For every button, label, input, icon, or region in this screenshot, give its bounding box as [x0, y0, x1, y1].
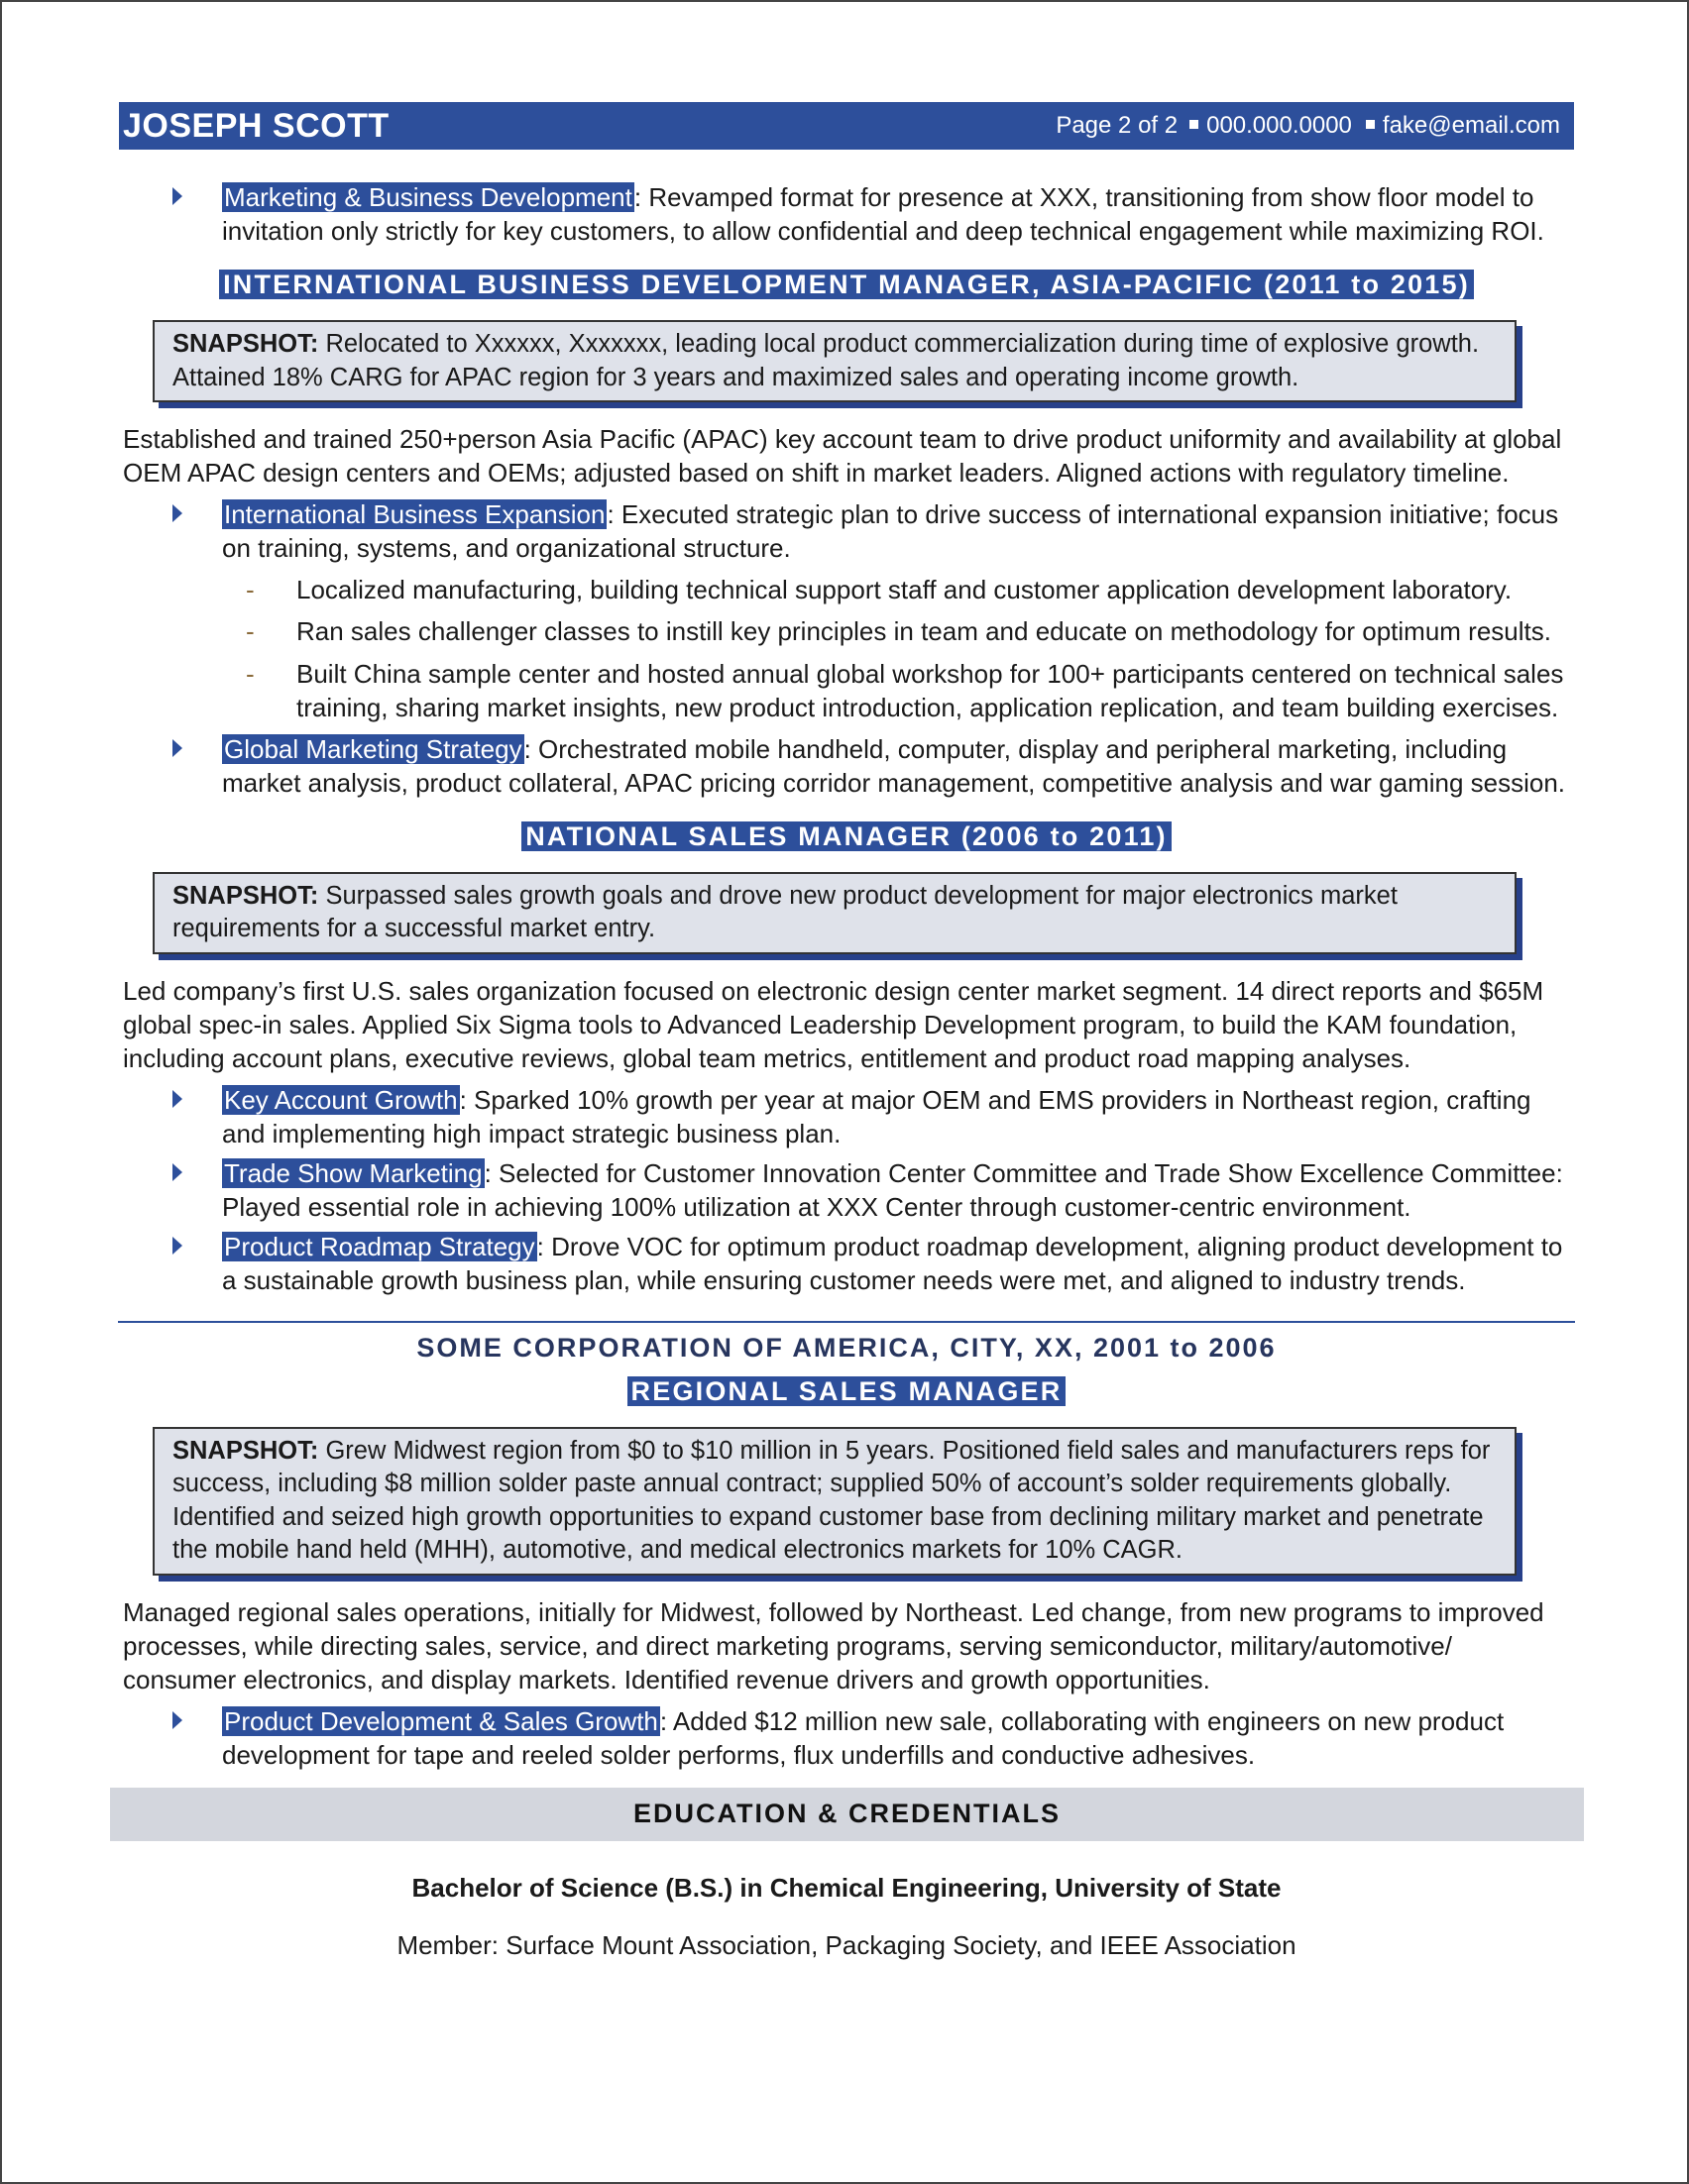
achievement-bullet [123, 1230, 1570, 1297]
square-bullet-icon [1189, 120, 1198, 129]
bullet-text: : Selected for Customer Innovation Center Committee and Trade Show Excellence Committee: Played essential role in achieving 100% utilization at XXX Center through customer-centric environment. [222, 1158, 1563, 1223]
achievement-bullet [123, 1156, 1570, 1224]
snapshot-label: SNAPSHOT: [172, 1436, 319, 1465]
candidate-name: JOSEPH SCOTT [123, 106, 390, 145]
achievement-bullet [123, 1083, 1570, 1150]
role-title: REGIONAL SALES MANAGER [123, 1374, 1570, 1409]
email-address: fake@email.com [1382, 112, 1560, 140]
role-summary: Established and trained 250+person Asia Pacific (APAC) key account team to drive product uniformity and availability at global OEM APAC design centers and OEMs; adjusted based on shift in market leaders. Aligned actions with regulatory timeline. [123, 424, 1562, 489]
bullet-label: Marketing & Business Development [224, 182, 632, 212]
page-number: Page 2 of 2 [1056, 112, 1179, 140]
bullet-text: : Sparked 10% growth per year at major OEM and EMS providers in Northeast region, crafting and implementing high impact strategic business plan. [222, 1084, 1531, 1149]
role-title: INTERNATIONAL BUSINESS DEVELOPMENT MANAGER, ASIA-PACIFIC (2011 to 2015) [123, 268, 1570, 302]
company-heading: SOME CORPORATION OF AMERICA, CITY, XX, 2001 to 2006 [416, 1333, 1277, 1364]
dash-bullet-icon: - [246, 616, 255, 647]
phone-number: 000.000.0000 [1206, 112, 1352, 140]
snapshot-box [153, 872, 1517, 954]
bullet-label: Global Marketing Strategy [224, 733, 522, 764]
achievement-bullet [123, 497, 1570, 565]
snapshot-text: Relocated to Xxxxxx, Xxxxxxx, leading local product commercialization during time of explosive growth. Attained 18% CARG for APAC region for 3 years and maximized sales and operating income growth. [172, 330, 1480, 391]
snapshot-text: Grew Midwest region from $0 to $10 million in 5 years. Positioned field sales and manufacturers reps for success, including $8 million solder paste annual contract; supplied 50% of account’s solder requirements globally. Identified and seized high growth opportunities to expand customer base from declining military market and penetrate the mobile hand held (MHH), automotive, and medical electronics markets for 10% CAGR. [172, 1436, 1491, 1565]
snapshot-label: SNAPSHOT: [172, 330, 319, 359]
bullet-label: International Business Expansion [224, 499, 606, 530]
bullet-text: : Orchestrated mobile handheld, computer, display and peripheral marketing, including market analysis, product collateral, APAC pricing corridor management, competitive analysis and war gaming session. [222, 733, 1566, 798]
bullet-label: Key Account Growth [224, 1084, 458, 1115]
achievement-bullet [123, 1704, 1570, 1772]
triangle-bullet-icon [172, 187, 182, 205]
snapshot-box [153, 320, 1517, 402]
bullet-label: Trade Show Marketing [224, 1158, 483, 1189]
memberships: Member: Surface Mount Association, Packaging Society, and IEEE Association [396, 1929, 1296, 1960]
square-bullet-icon [1366, 120, 1375, 129]
role-title: NATIONAL SALES MANAGER (2006 to 2011) [123, 819, 1570, 854]
sub-item: - Ran sales challenger classes to instill key principles in team and educate on methodology for optimum results. [123, 614, 1570, 648]
bullet-text: : Drove VOC for optimum product roadmap development, aligning product development to a sustainable growth business plan, while ensuring customer needs were met, and aligned to industry trends. [222, 1232, 1563, 1296]
section-divider [118, 1321, 1575, 1323]
triangle-bullet-icon [172, 1090, 182, 1108]
role-summary: Led company’s first U.S. sales organization focused on electronic design center market segment. 14 direct reports and $65M global spec-in sales. Applied Six Sigma tools to Advanced Leadership Development program, to build the KAM foundation, including account plans, executive reviews, global team metrics, entitlement and product road mapping analyses. [123, 975, 1544, 1073]
dash-bullet-icon: - [246, 658, 255, 689]
bullet-text: : Added $12 million new sale, collaborating with engineers on new product development for tape and reeled solder performs, flux underfills and conductive adhesives. [222, 1705, 1505, 1770]
bullet-label: Product Roadmap Strategy [224, 1232, 535, 1262]
bullet-text: : Executed strategic plan to drive success of international expansion initiative; focus on training, systems, and organizational structure. [222, 499, 1559, 564]
education-heading: EDUCATION & CREDENTIALS [110, 1788, 1584, 1841]
triangle-bullet-icon [172, 504, 182, 522]
dash-bullet-icon: - [246, 575, 255, 605]
bullet-text: : Revamped format for presence at XXX, transitioning from show floor model to invitation only strictly for key customers, to allow confidential and deep technical engagement while maximizing ROI. [222, 182, 1544, 247]
achievement-bullet [123, 732, 1570, 800]
achievement-bullet [123, 180, 1570, 248]
bullet-label: Product Development & Sales Growth [224, 1705, 658, 1736]
triangle-bullet-icon [172, 1163, 182, 1181]
snapshot-box [153, 1427, 1517, 1576]
triangle-bullet-icon [172, 739, 182, 757]
header-bar [119, 102, 1574, 150]
contact-info [1056, 110, 1560, 141]
snapshot-text: Surpassed sales growth goals and drove new product development for major electronics market requirements for a successful market entry. [172, 882, 1398, 943]
snapshot-label: SNAPSHOT: [172, 882, 319, 911]
degree: Bachelor of Science (B.S.) in Chemical Engineering, University of State [411, 1872, 1282, 1903]
sub-item: - Localized manufacturing, building technical support staff and customer application development laboratory. [123, 573, 1570, 606]
triangle-bullet-icon [172, 1237, 182, 1255]
role-summary: Managed regional sales operations, initially for Midwest, followed by Northeast. Led change, from new programs to improved processes, while directing sales, service, and direct marketing programs, serving semiconductor, military/automotive/ consumer electronics, and display markets. Identified revenue drivers and growth opportunities. [123, 1596, 1544, 1694]
sub-item: - Built China sample center and hosted annual global workshop for 100+ participants centered on technical sales training, sharing market insights, new product introduction, application replication, and team building exercises. [246, 658, 1564, 722]
triangle-bullet-icon [172, 1711, 182, 1729]
resume-content [123, 180, 1570, 1962]
